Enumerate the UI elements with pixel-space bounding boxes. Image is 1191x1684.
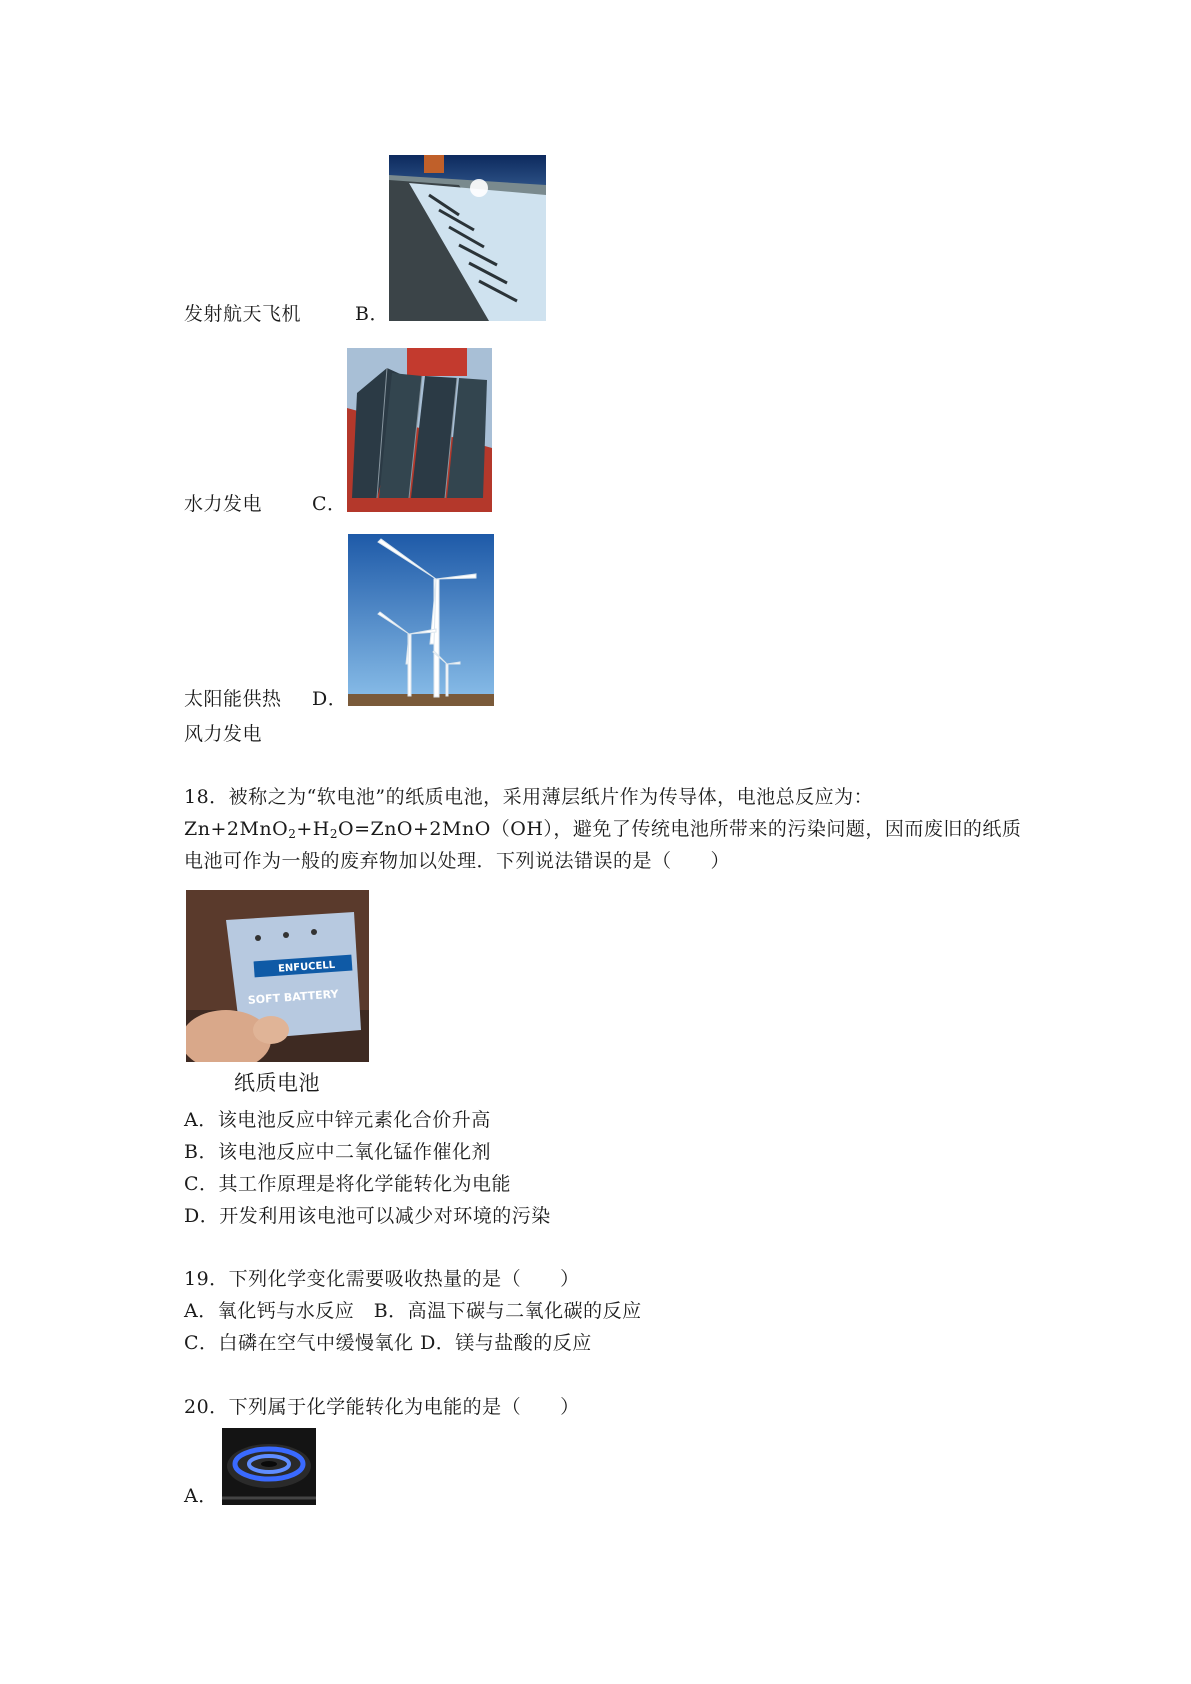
option-c-marker: C． <box>312 493 347 515</box>
q18-option-b: B．该电池反应中二氧化锰作催化剂 <box>184 1141 491 1163</box>
option-d-label: 风力发电 <box>184 723 263 745</box>
q18-stem-line1: 18．被称之为“软电池”的纸质电池，采用薄层纸片作为传导体，电池总反应为： <box>184 786 874 808</box>
q18-option-a: A．该电池反应中锌元素化合价升高 <box>184 1109 491 1131</box>
solar-panel-image <box>347 348 492 512</box>
option-d-marker: D． <box>312 688 348 710</box>
paper-battery-caption: 纸质电池 <box>234 1071 320 1095</box>
q18-equation-line: $Zn+2MnO_2+H_2O=ZnO+2MnO(OH)$，避免了传统电池所带来的污染问题，因而废旧的纸质 <box>184 818 1022 841</box>
q18-stem-line3: 电池可作为一般的废弃物加以处理．下列说法错误的是（ ） <box>184 850 731 872</box>
hydropower-dam-image <box>389 155 546 321</box>
gas-stove-flame-image <box>222 1428 316 1505</box>
option-b-marker: B． <box>355 303 389 325</box>
wind-turbine-image <box>348 534 494 706</box>
q20-stem: 20．下列属于化学能转化为电能的是（ ） <box>184 1396 580 1418</box>
q18-option-c: C．其工作原理是将化学能转化为电能 <box>184 1173 512 1195</box>
option-c-label: 太阳能供热 <box>184 688 282 710</box>
battery-brand-text: ENFUCELL <box>277 959 336 975</box>
q20-option-a-marker: A． <box>184 1485 218 1507</box>
paper-battery-image <box>186 890 369 1062</box>
q19-options-ab: A．氧化钙与水反应 B．高温下碳与二氧化碳的反应 <box>184 1300 642 1322</box>
battery-soft-text: SOFT BATTERY <box>247 987 339 1007</box>
q19-stem: 19．下列化学变化需要吸收热量的是（ ） <box>184 1268 580 1290</box>
q18-option-d: D．开发利用该电池可以减少对环境的污染 <box>184 1205 551 1227</box>
option-a-label: 发射航天飞机 <box>184 303 302 325</box>
q19-options-cd: C．白磷在空气中缓慢氧化 D．镁与盐酸的反应 <box>184 1332 592 1354</box>
option-b-label: 水力发电 <box>184 493 263 515</box>
